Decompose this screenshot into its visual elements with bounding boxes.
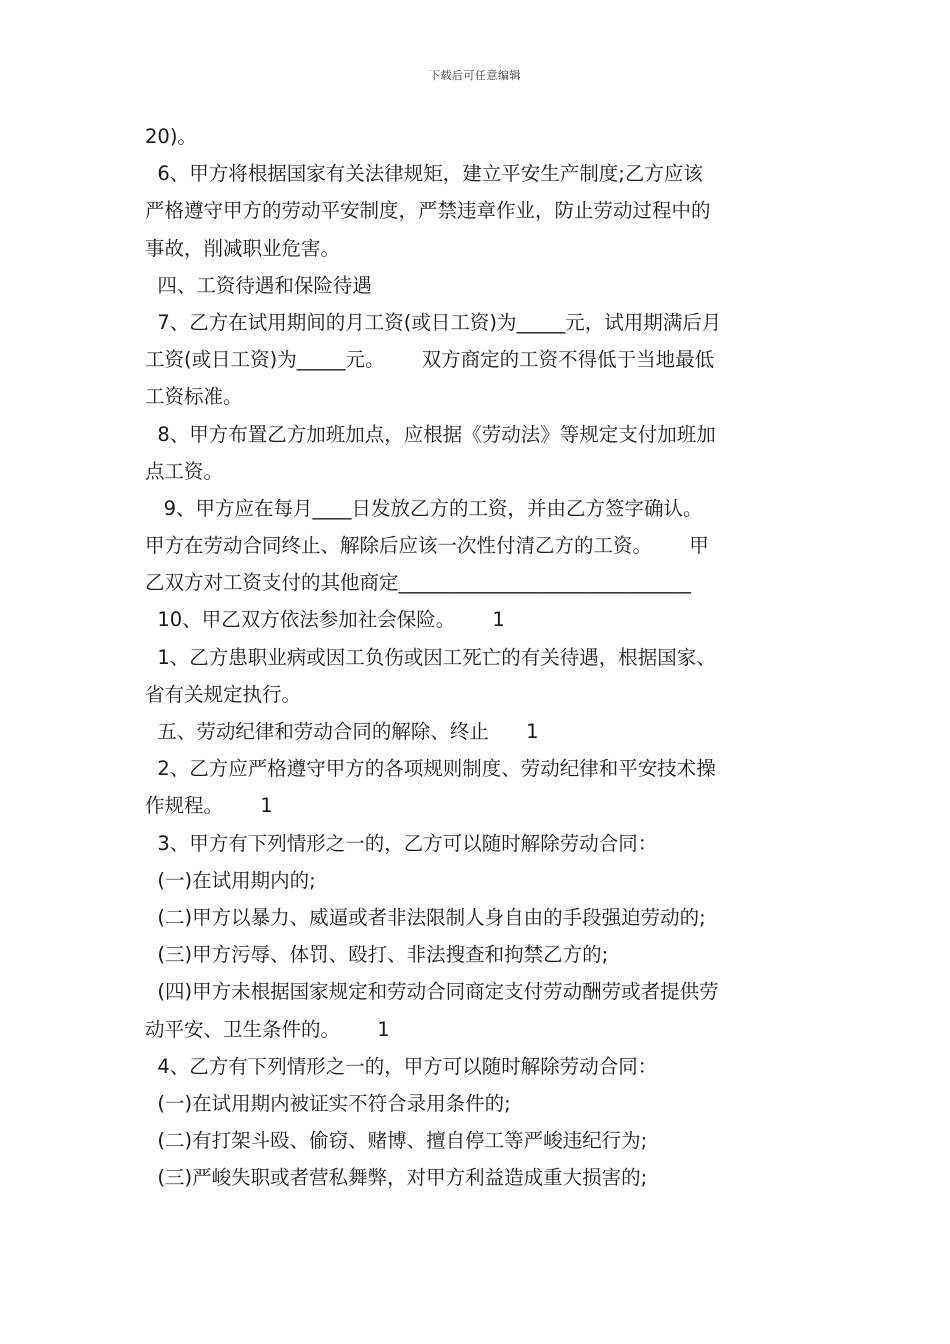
page-header-note: 下载后可任意编辑 <box>429 69 521 82</box>
text-line: 4、乙方有下列情形之一的，甲方可以随时解除劳动合同： <box>145 1054 658 1078</box>
text-line: 20)。 <box>145 125 197 148</box>
text-line: 9、甲方应在每月____日发放乙方的工资，并由乙方签字确认。 <box>145 496 703 520</box>
text-line: 作规程。 1 <box>145 794 273 818</box>
document-body <box>145 118 810 1196</box>
list-item: (一)在试用期内被证实不符合录用条件的; <box>145 1091 511 1115</box>
text-line: 6、甲方将根据国家有关法律规矩，建立平安生产制度;乙方应该 <box>145 162 703 186</box>
text-line: 工资标准。 <box>145 385 243 409</box>
text-line: 乙双方对工资支付的其他商定______________________________ <box>145 571 692 595</box>
text-line: 8、甲方布置乙方加班加点，应根据《劳动法》等规定支付加班加 <box>145 422 716 446</box>
section-heading: 四、工资待遇和保险待遇 <box>145 273 372 297</box>
text-line: 2、乙方应严格遵守甲方的各项规则制度、劳动纪律和平安技术操 <box>145 757 716 781</box>
text-line: 省有关规定执行。 <box>145 682 302 706</box>
text-line: 点工资。 <box>145 459 224 483</box>
list-item: (四)甲方未根据国家规定和劳动合同商定支付劳动酬劳或者提供劳 <box>145 980 719 1004</box>
list-item: (二)有打架斗殴、偷窃、赌博、擅自停工等严峻违纪行为; <box>145 1129 648 1153</box>
section-heading: 五、劳动纪律和劳动合同的解除、终止 1 <box>145 720 539 743</box>
text-line: 严格遵守甲方的劳动平安制度，严禁违章作业，防止劳动过程中的 <box>145 199 711 223</box>
text-line: 动平安、卫生条件的。 1 <box>145 1017 390 1041</box>
text-line: 10、甲乙双方依法参加社会保险。 1 <box>145 608 505 632</box>
list-item: (一)在试用期内的; <box>145 868 316 892</box>
text-line: 3、甲方有下列情形之一的，乙方可以随时解除劳动合同： <box>145 831 658 855</box>
text-line: 甲方在劳动合同终止、解除后应该一次性付清乙方的工资。 甲 <box>145 534 709 558</box>
list-item: (三)严峻失职或者营私舞弊，对甲方利益造成重大损害的; <box>145 1166 648 1190</box>
list-item: (三)甲方污辱、体罚、殴打、非法搜查和拘禁乙方的; <box>145 943 609 967</box>
text-line: 工资(或日工资)为_____元。 双方商定的工资不得低于当地最低 <box>145 348 715 372</box>
text-line: 事故，削减职业危害。 <box>145 236 341 260</box>
text-line: 1、乙方患职业病或因工负伤或因工死亡的有关待遇，根据国家、 <box>145 645 716 669</box>
list-item: (二)甲方以暴力、威逼或者非法限制人身自由的手段强迫劳动的; <box>145 905 706 929</box>
text-line: 7、乙方在试用期间的月工资(或日工资)为_____元，试用期满后月 <box>145 310 722 334</box>
